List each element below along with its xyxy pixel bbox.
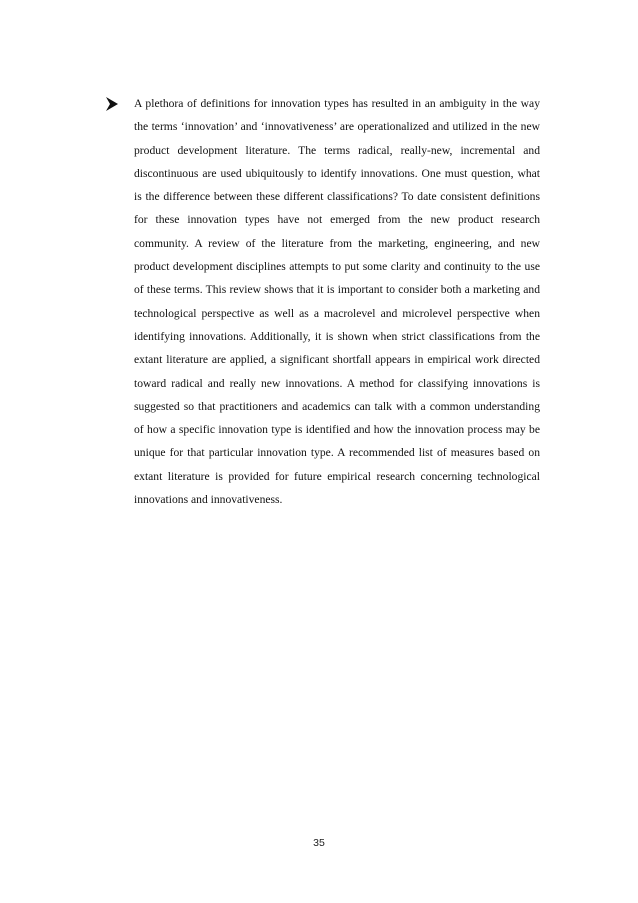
bullet-paragraph: A plethora of definitions for innovation types has resulted in an ambiguity in the way the terms ‘innovation’ and ‘innovativeness’ are operationalized and utilized in the new product development literature. The terms radical, really-new, incremental and discontinuous are used ubiquitously to identify innovations. One must question, what is the difference between these different classifications? To date consistent definitions for these innovation types have not emerged from the new product research community. A review of the literature from the marketing, engineering, and new product development disciplines attempts to put some clarity and continuity to the use of these terms. This review shows that it is important to consider both a marketing and technological perspective as well as a macrolevel and microlevel perspective when identifying innovations. Additionally, it is shown when strict classifications from the extant literature are applied, a significant shortfall appears in empirical work directed toward radical and really new innovations. A method for classifying innovations is suggested so that practitioners and academics can talk with a common understanding of how a specific innovation type is identified and how the innovation process may be unique for that particular innovation type. A recommended list of measures based on extant literature is provided for future empirical research concerning technological innovations and innovativeness.	[134, 97, 540, 507]
page-number: 35	[313, 837, 325, 849]
arrowhead-bullet-icon	[105, 96, 119, 112]
